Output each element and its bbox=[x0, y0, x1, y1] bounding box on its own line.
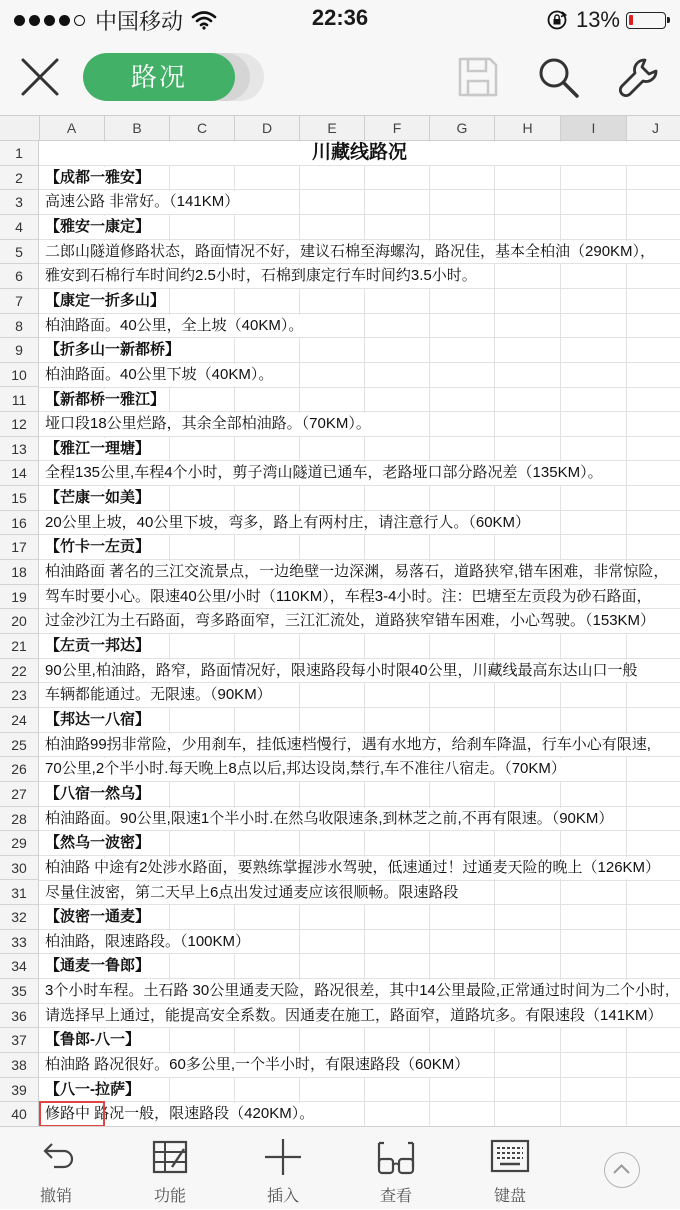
cell-text[interactable]: 二郎山隧道修路状态，路面情况不好，建议石棉至海螺沟，路况佳，基本全柏油（290KM）， bbox=[43, 241, 657, 264]
row-header[interactable]: 5 bbox=[0, 240, 38, 265]
carrier-name: 中国移动 bbox=[95, 8, 184, 34]
row-header[interactable]: 9 bbox=[0, 338, 38, 363]
grid-row-line bbox=[39, 1101, 680, 1102]
battery-level-fill bbox=[629, 15, 633, 25]
cell-text[interactable]: 全程135公里,车程4个小时，剪子湾山隧道已通车，老路垭口部分路况差（135KM）。 bbox=[43, 462, 605, 485]
battery-icon bbox=[626, 12, 666, 29]
grid-row-line bbox=[39, 732, 680, 733]
cell-text[interactable]: 柏油路99拐非常险，少用刹车，挂低速档慢行，遇有水地方，给刹车降温，行车小心有限速, bbox=[43, 734, 653, 757]
section-heading-cell[interactable]: 【八一-拉萨】 bbox=[43, 1079, 142, 1102]
section-heading-cell[interactable]: 【康定一折多山】 bbox=[43, 290, 167, 313]
cell-text[interactable]: 3个小时车程。土石路 30公里通麦天险，路况很差，其中14公里最险,正常通过时间为二个小时, bbox=[43, 980, 671, 1003]
grid-row-line bbox=[39, 978, 680, 979]
row-header[interactable]: 32 bbox=[0, 905, 38, 930]
cell-text[interactable]: 修路中 路况一般，限速路段（420KM）。 bbox=[43, 1103, 316, 1126]
insert-button[interactable] bbox=[233, 1127, 333, 1210]
row-header[interactable]: 38 bbox=[0, 1053, 38, 1078]
undo-icon bbox=[36, 1137, 76, 1177]
cell-text[interactable]: 90公里,柏油路，路窄，路面情况好，限速路段每小时限40公里，川藏线最高东达山口一般 bbox=[43, 660, 640, 683]
grid-row-line bbox=[39, 239, 680, 240]
cell-text[interactable]: 雅安到石棉行车时间约2.5小时，石棉到康定行车时间约3.5小时。 bbox=[43, 265, 479, 288]
cell-text[interactable]: 过金沙江为土石路面，弯多路面窄，三江汇流处，道路狭窄错车困难，小心驾驶。（153KM） bbox=[43, 610, 657, 633]
row-header[interactable]: 11 bbox=[0, 388, 38, 413]
grid-row-line bbox=[39, 880, 680, 881]
row-header[interactable]: 33 bbox=[0, 930, 38, 955]
row-header[interactable]: 23 bbox=[0, 683, 38, 708]
section-heading-cell[interactable]: 【芒康一如美】 bbox=[43, 487, 152, 510]
grid-row-line bbox=[39, 658, 680, 659]
grid-row-line bbox=[39, 707, 680, 708]
row-header[interactable]: 12 bbox=[0, 412, 38, 437]
grid-row-line bbox=[39, 263, 680, 264]
view-label: 查看 bbox=[379, 1188, 412, 1205]
close-icon[interactable] bbox=[18, 55, 62, 99]
cell-text[interactable]: 高速公路 非常好。（141KM） bbox=[43, 191, 241, 214]
row-header[interactable]: 22 bbox=[0, 659, 38, 684]
row-header[interactable]: 31 bbox=[0, 881, 38, 906]
row-header[interactable]: 8 bbox=[0, 314, 38, 339]
grid-row-line bbox=[39, 1003, 680, 1004]
undo-button[interactable] bbox=[6, 1127, 106, 1210]
section-heading-cell[interactable]: 【折多山一新都桥】 bbox=[43, 339, 182, 362]
column-header-c[interactable]: C bbox=[170, 116, 235, 140]
cell-text[interactable]: 柏油路面。40公里，全上坡（40KM）。 bbox=[43, 315, 305, 338]
keyboard-icon bbox=[490, 1137, 530, 1177]
column-header-bar bbox=[0, 115, 680, 141]
grid-row-line bbox=[39, 288, 680, 289]
grid-row-line bbox=[39, 510, 680, 511]
keyboard-button[interactable] bbox=[460, 1127, 560, 1210]
bottom-toolbar bbox=[0, 1126, 680, 1209]
row-header[interactable]: 2 bbox=[0, 166, 38, 191]
grid-row-line bbox=[39, 1077, 680, 1078]
section-heading-cell[interactable]: 【雅江一理塘】 bbox=[43, 438, 152, 461]
grid-row-line bbox=[39, 830, 680, 831]
view-button[interactable] bbox=[346, 1127, 446, 1210]
column-header-d[interactable]: D bbox=[235, 116, 300, 140]
row-header[interactable]: 15 bbox=[0, 486, 38, 511]
row-header[interactable]: 13 bbox=[0, 437, 38, 462]
row-header[interactable]: 25 bbox=[0, 733, 38, 758]
keyboard-label: 键盘 bbox=[493, 1188, 526, 1205]
column-header-h[interactable]: H bbox=[495, 116, 561, 140]
row-header-bar bbox=[0, 141, 39, 1126]
cell-text[interactable]: 车辆都能通过。无限速。（90KM） bbox=[43, 684, 274, 707]
column-header-f[interactable]: F bbox=[365, 116, 430, 140]
section-heading-cell[interactable]: 【邦达一八宿】 bbox=[43, 709, 152, 732]
spreadsheet[interactable] bbox=[0, 115, 680, 1126]
cell-text[interactable]: 柏油路 中途有2处涉水路面，要熟练掌握涉水驾驶，低速通过！过通麦天险的晚上（126KM） bbox=[43, 857, 662, 880]
cell-text[interactable]: 20公里上坡，40公里下坡，弯多，路上有两村庄，请注意行人。（60KM） bbox=[43, 512, 532, 535]
row-header[interactable]: 29 bbox=[0, 831, 38, 856]
grid-row-line bbox=[39, 1052, 680, 1053]
grid-row-line bbox=[39, 904, 680, 905]
row-header[interactable]: 18 bbox=[0, 560, 38, 585]
function-label: 功能 bbox=[153, 1188, 186, 1205]
cell-text[interactable]: 尽量住波密，第二天早上6点出发过通麦应该很顺畅。限速路段 bbox=[43, 882, 460, 905]
cell-grid[interactable] bbox=[39, 141, 680, 1126]
grid-row-line bbox=[39, 756, 680, 757]
row-header[interactable]: 16 bbox=[0, 511, 38, 536]
cell-text[interactable]: 请选择早上通过，能提高安全系数。因通麦在施工，路面窄，道路坑多。有限速段（141KM） bbox=[43, 1005, 665, 1028]
section-heading-cell[interactable]: 【八宿一然乌】 bbox=[43, 783, 152, 806]
row-header[interactable]: 35 bbox=[0, 979, 38, 1004]
row-header[interactable]: 10 bbox=[0, 363, 38, 388]
column-header-i[interactable]: I bbox=[561, 116, 627, 140]
status-right bbox=[546, 6, 666, 34]
grid-row-line bbox=[39, 1027, 680, 1028]
row-header[interactable]: 4 bbox=[0, 215, 38, 240]
insert-plus-icon bbox=[263, 1137, 303, 1177]
view-glasses-icon bbox=[376, 1137, 416, 1177]
top-toolbar bbox=[0, 40, 680, 115]
row-header[interactable]: 36 bbox=[0, 1004, 38, 1029]
grid-row-line bbox=[39, 214, 680, 215]
collapse-toolbar-button[interactable] bbox=[604, 1152, 640, 1188]
section-heading-cell[interactable]: 【通麦一鲁郎】 bbox=[43, 955, 152, 978]
row-header[interactable]: 27 bbox=[0, 782, 38, 807]
cell-text[interactable]: 柏油路面。40公里下坡（40KM）。 bbox=[43, 364, 275, 387]
column-header-g[interactable]: G bbox=[430, 116, 495, 140]
row-header[interactable]: 6 bbox=[0, 264, 38, 289]
row-header[interactable]: 17 bbox=[0, 535, 38, 560]
grid-row-line bbox=[39, 165, 680, 166]
undo-label: 撤销 bbox=[39, 1188, 72, 1205]
select-all-corner[interactable] bbox=[0, 116, 40, 140]
section-heading-cell[interactable]: 【成都一雅安】 bbox=[43, 167, 152, 190]
cell-text[interactable]: 柏油路面。90公里,限速1个半小时.在然乌收限速条,到林芝之前,不再有限速。（90KM） bbox=[43, 808, 615, 831]
search-icon[interactable] bbox=[535, 54, 581, 100]
status-time: 22:36 bbox=[311, 5, 369, 30]
cell-text[interactable]: 柏油路 路况很好。60多公里,一个半小时，有限速路段（60KM） bbox=[43, 1054, 471, 1077]
row-header[interactable]: 3 bbox=[0, 190, 38, 215]
row-header[interactable]: 34 bbox=[0, 954, 38, 979]
grid-row-line bbox=[39, 584, 680, 585]
grid-row-line bbox=[39, 682, 680, 683]
grid-row-line bbox=[39, 436, 680, 437]
status-bar bbox=[0, 0, 680, 40]
row-header[interactable]: 21 bbox=[0, 634, 38, 659]
section-heading-cell[interactable]: 【波密一通麦】 bbox=[43, 906, 152, 929]
grid-row-line bbox=[39, 608, 680, 609]
grid-row-line bbox=[39, 559, 680, 560]
row-header[interactable]: 40 bbox=[0, 1102, 38, 1126]
grid-row-line bbox=[39, 460, 680, 461]
battery-percent: 13% bbox=[575, 7, 620, 32]
save-icon[interactable] bbox=[455, 54, 501, 100]
section-heading-cell[interactable]: 【雅安一康定】 bbox=[43, 216, 152, 239]
sheet-title-cell[interactable]: 川藏线路况 bbox=[39, 142, 680, 165]
document-tab[interactable]: 路况 bbox=[83, 53, 235, 101]
column-header-j[interactable]: J bbox=[627, 116, 680, 140]
row-header[interactable]: 28 bbox=[0, 807, 38, 832]
insert-label: 插入 bbox=[266, 1188, 299, 1205]
row-header[interactable]: 7 bbox=[0, 289, 38, 314]
cell-text[interactable]: 柏油路面 著名的三江交流景点，一边绝壁一边深渊，易落石，道路狭窄,错车困难，非常惊险， bbox=[43, 561, 670, 584]
rotation-lock-icon bbox=[546, 9, 568, 31]
row-header[interactable]: 19 bbox=[0, 585, 38, 610]
grid-row-line bbox=[39, 953, 680, 954]
column-header-b[interactable]: B bbox=[105, 116, 170, 140]
grid-row-line bbox=[39, 929, 680, 930]
grid-row-line bbox=[39, 189, 680, 190]
row-header[interactable]: 30 bbox=[0, 856, 38, 881]
cell-text[interactable]: 驾车时要小心。限速40公里/小时（110KM），车程3-4小时。注：巴塘至左贡段为砂石路面， bbox=[43, 586, 653, 609]
cell-text[interactable]: 垭口段18公里烂路，其余全部柏油路。（70KM）。 bbox=[43, 413, 373, 436]
grid-row-line bbox=[39, 806, 680, 807]
chevron-up-icon bbox=[605, 1153, 638, 1186]
grid-row-line bbox=[39, 387, 680, 388]
section-heading-cell[interactable]: 【左贡一邦达】 bbox=[43, 635, 152, 658]
function-button[interactable] bbox=[120, 1127, 220, 1210]
row-header[interactable]: 39 bbox=[0, 1078, 38, 1103]
section-heading-cell[interactable]: 【竹卡一左贡】 bbox=[43, 536, 152, 559]
grid-row-line bbox=[39, 362, 680, 363]
row-header[interactable]: 1 bbox=[0, 141, 38, 166]
grid-row-line bbox=[39, 411, 680, 412]
row-header[interactable]: 26 bbox=[0, 757, 38, 782]
cell-text[interactable]: 柏油路，限速路段。（100KM） bbox=[43, 931, 252, 954]
grid-row-line bbox=[39, 855, 680, 856]
column-header-a[interactable]: A bbox=[39, 116, 105, 140]
grid-row-line bbox=[39, 313, 680, 314]
section-heading-cell[interactable]: 【鲁郎-八一】 bbox=[43, 1029, 142, 1052]
cell-text[interactable]: 70公里,2个半小时.每天晚上8点以后,邦达设岗,禁行,车不准往八宿走。（70KM） bbox=[43, 758, 568, 781]
row-header[interactable]: 20 bbox=[0, 609, 38, 634]
section-heading-cell[interactable]: 【然乌一波密】 bbox=[43, 832, 152, 855]
settings-wrench-icon[interactable] bbox=[616, 54, 662, 100]
function-grid-icon bbox=[150, 1137, 190, 1177]
grid-row-line bbox=[39, 781, 680, 782]
grid-row-line bbox=[39, 633, 680, 634]
row-header[interactable]: 14 bbox=[0, 461, 38, 486]
grid-row-line bbox=[39, 337, 680, 338]
grid-row-line bbox=[39, 485, 680, 486]
section-heading-cell[interactable]: 【新都桥一雅江】 bbox=[43, 389, 167, 412]
row-header[interactable]: 37 bbox=[0, 1028, 38, 1053]
grid-row-line bbox=[39, 534, 680, 535]
row-header[interactable]: 24 bbox=[0, 708, 38, 733]
column-header-e[interactable]: E bbox=[300, 116, 365, 140]
